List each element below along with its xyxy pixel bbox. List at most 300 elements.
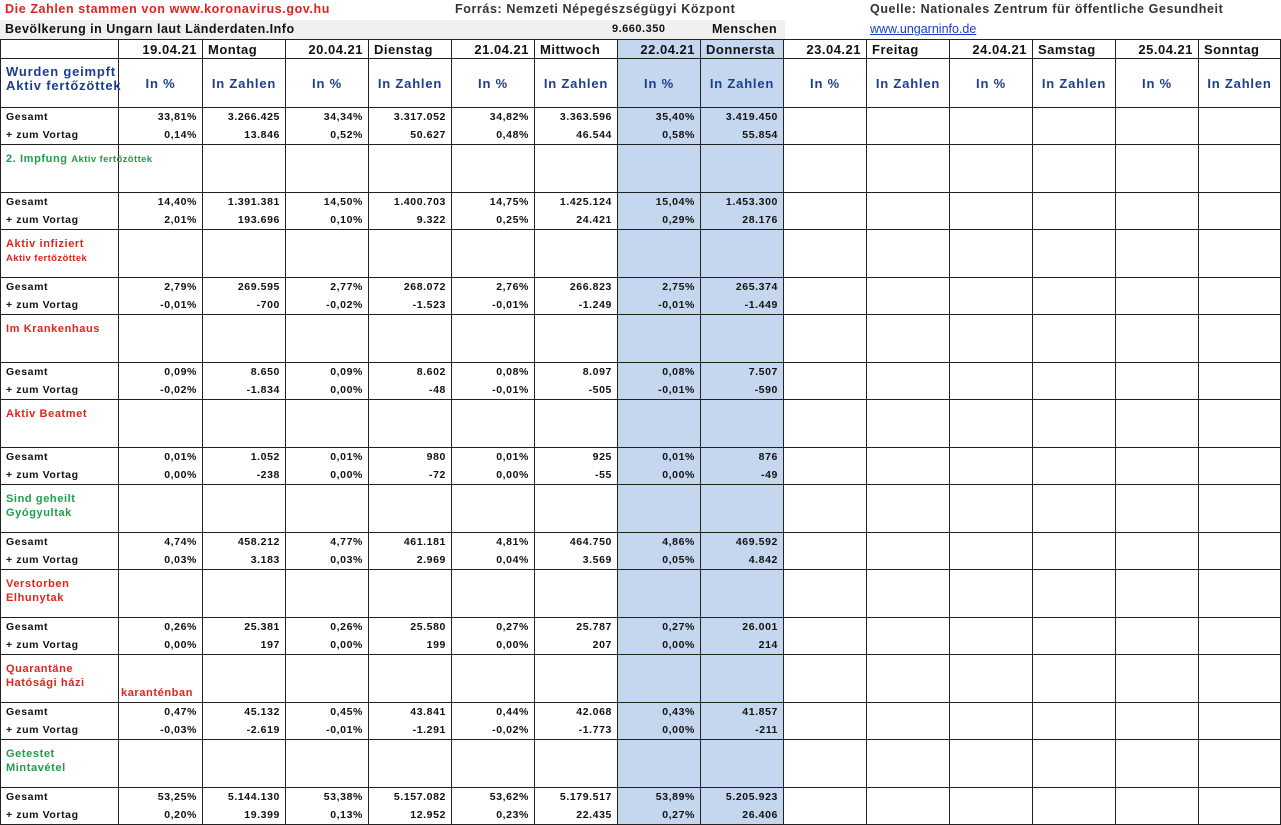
empty-cell <box>784 278 867 297</box>
empty-cell <box>286 740 369 788</box>
section-label <box>1 485 119 533</box>
count-value: 268.072 <box>369 278 452 297</box>
pct-value: -0,01% <box>452 296 535 315</box>
count-header: In Zahlen <box>369 59 452 108</box>
pct-value: 0,29% <box>618 211 701 230</box>
count-value: -238 <box>203 466 286 485</box>
pct-value: 0,26% <box>119 618 203 637</box>
section-title: Im Krankenhaus <box>6 323 100 335</box>
source-middle: Forrás: Nemzeti Népegészségügyi Központ <box>455 2 736 16</box>
empty-cell <box>286 655 369 703</box>
count-value: 4.842 <box>701 551 784 570</box>
empty-cell <box>784 618 867 637</box>
pct-value: 0,01% <box>119 448 203 467</box>
empty-cell <box>867 655 950 703</box>
empty-cell <box>867 533 950 552</box>
empty-cell <box>119 740 203 788</box>
pct-value: 0,00% <box>119 636 203 655</box>
section-row <box>1 230 1281 278</box>
change-row <box>1 721 1281 740</box>
section-title: Wurden geimpft <box>6 64 116 79</box>
empty-cell <box>452 315 535 363</box>
empty-cell <box>369 230 452 278</box>
count-value: 13.846 <box>203 126 286 145</box>
empty-cell <box>452 400 535 448</box>
count-value: 1.453.300 <box>701 193 784 212</box>
count-value: 1.391.381 <box>203 193 286 212</box>
count-value: 2.969 <box>369 551 452 570</box>
count-value: 25.381 <box>203 618 286 637</box>
empty-cell <box>867 296 950 315</box>
empty-cell <box>1116 193 1199 212</box>
pct-value: 0,00% <box>452 466 535 485</box>
pct-value: 0,05% <box>618 551 701 570</box>
source-bar <box>0 0 1280 20</box>
count-value: -2.619 <box>203 721 286 740</box>
count-header: In Zahlen <box>203 59 286 108</box>
pct-value: -0,03% <box>119 721 203 740</box>
subheader-row <box>1 59 1281 108</box>
empty-cell <box>1199 193 1281 212</box>
empty-cell <box>784 721 867 740</box>
pct-value: -0,02% <box>119 381 203 400</box>
empty-cell <box>1116 740 1199 788</box>
empty-cell <box>286 230 369 278</box>
website-link[interactable]: www.ungarninfo.de <box>870 22 977 36</box>
empty-cell <box>784 466 867 485</box>
empty-cell <box>1033 533 1116 552</box>
change-row <box>1 126 1281 145</box>
count-value: 876 <box>701 448 784 467</box>
empty-cell <box>1199 363 1281 382</box>
empty-cell <box>950 315 1033 363</box>
empty-cell <box>1199 485 1281 533</box>
count-value: 7.507 <box>701 363 784 382</box>
date-cell: 19.04.21 <box>119 40 203 59</box>
row-label: Gesamt <box>1 788 119 807</box>
empty-cell <box>950 126 1033 145</box>
empty-cell <box>535 145 618 193</box>
empty-cell <box>1033 400 1116 448</box>
count-value: 46.544 <box>535 126 618 145</box>
count-value: 24.421 <box>535 211 618 230</box>
empty-cell <box>1116 381 1199 400</box>
count-value: 1.425.124 <box>535 193 618 212</box>
total-row <box>1 533 1281 552</box>
empty-cell <box>1033 278 1116 297</box>
empty-cell <box>203 485 286 533</box>
weekday-cell: Donnersta <box>701 40 784 59</box>
count-value: -49 <box>701 466 784 485</box>
count-value: 25.580 <box>369 618 452 637</box>
section-row <box>1 145 1281 193</box>
section-subtitle: Gyógyultak <box>6 507 72 519</box>
pct-value: 53,25% <box>119 788 203 807</box>
pct-value: 2,75% <box>618 278 701 297</box>
empty-cell <box>1116 703 1199 722</box>
count-value: 25.787 <box>535 618 618 637</box>
count-value: 207 <box>535 636 618 655</box>
empty-cell <box>1199 551 1281 570</box>
empty-cell <box>1199 721 1281 740</box>
empty-cell <box>1033 788 1116 807</box>
weekday-cell: Dienstag <box>369 40 452 59</box>
pct-value: 14,40% <box>119 193 203 212</box>
empty-cell <box>784 108 867 127</box>
empty-cell <box>1033 448 1116 467</box>
empty-cell <box>1199 740 1281 788</box>
empty-cell <box>1116 618 1199 637</box>
pct-value: 0,08% <box>618 363 701 382</box>
pct-header: In % <box>784 59 867 108</box>
total-row <box>1 278 1281 297</box>
empty-cell <box>701 655 784 703</box>
empty-cell <box>784 145 867 193</box>
weekday-cell: Sonntag <box>1199 40 1281 59</box>
count-value: 45.132 <box>203 703 286 722</box>
pct-value: 0,03% <box>286 551 369 570</box>
count-value: -590 <box>701 381 784 400</box>
empty-cell <box>950 193 1033 212</box>
count-value: 43.841 <box>369 703 452 722</box>
total-row <box>1 788 1281 807</box>
row-label: Gesamt <box>1 278 119 297</box>
count-value: 41.857 <box>701 703 784 722</box>
empty-cell <box>950 381 1033 400</box>
empty-cell <box>119 400 203 448</box>
empty-cell <box>867 315 950 363</box>
count-value: 269.595 <box>203 278 286 297</box>
empty-cell <box>867 788 950 807</box>
pct-value: 0,01% <box>452 448 535 467</box>
empty-cell <box>452 570 535 618</box>
pct-value: 0,04% <box>452 551 535 570</box>
empty-cell <box>1199 466 1281 485</box>
empty-cell <box>1033 381 1116 400</box>
section-title: Quarantäne <box>6 663 74 675</box>
total-row <box>1 108 1281 127</box>
section-label <box>1 315 119 363</box>
change-row <box>1 806 1281 825</box>
empty-cell <box>1033 806 1116 825</box>
count-value: 199 <box>369 636 452 655</box>
empty-cell <box>784 363 867 382</box>
empty-cell <box>1116 806 1199 825</box>
pct-value: 0,00% <box>618 636 701 655</box>
pct-value: 0,43% <box>618 703 701 722</box>
empty-cell <box>535 570 618 618</box>
empty-cell <box>701 570 784 618</box>
pct-value: 0,09% <box>286 363 369 382</box>
empty-cell <box>1199 618 1281 637</box>
count-value: 26.406 <box>701 806 784 825</box>
count-value: 50.627 <box>369 126 452 145</box>
empty-cell <box>203 570 286 618</box>
empty-cell <box>701 145 784 193</box>
pct-value: 34,82% <box>452 108 535 127</box>
empty-cell <box>950 211 1033 230</box>
empty-cell <box>1116 485 1199 533</box>
total-row <box>1 193 1281 212</box>
population-bar <box>0 20 785 39</box>
pct-value: 35,40% <box>618 108 701 127</box>
pct-value: 0,00% <box>452 636 535 655</box>
section-label <box>1 740 119 788</box>
section-row <box>1 655 1281 703</box>
count-value: -55 <box>535 466 618 485</box>
empty-cell <box>1199 400 1281 448</box>
pct-value: 4,86% <box>618 533 701 552</box>
empty-cell <box>1116 296 1199 315</box>
change-row <box>1 296 1281 315</box>
empty-cell <box>784 126 867 145</box>
empty-cell <box>618 230 701 278</box>
empty-cell <box>784 315 867 363</box>
empty-cell <box>784 533 867 552</box>
empty-cell <box>784 230 867 278</box>
empty-cell <box>119 570 203 618</box>
empty-cell <box>535 400 618 448</box>
pct-value: 0,00% <box>286 381 369 400</box>
pct-value: 0,47% <box>119 703 203 722</box>
pct-header: In % <box>452 59 535 108</box>
count-value: 5.179.517 <box>535 788 618 807</box>
count-header: In Zahlen <box>867 59 950 108</box>
count-value: -48 <box>369 381 452 400</box>
count-value: 8.650 <box>203 363 286 382</box>
pct-value: 2,77% <box>286 278 369 297</box>
empty-cell <box>950 618 1033 637</box>
pct-value: -0,02% <box>452 721 535 740</box>
empty-cell <box>1199 381 1281 400</box>
pct-value: 0,09% <box>119 363 203 382</box>
empty-cell <box>867 230 950 278</box>
empty-cell <box>369 570 452 618</box>
pct-value: 4,74% <box>119 533 203 552</box>
empty-cell <box>618 145 701 193</box>
empty-cell <box>452 655 535 703</box>
empty-cell <box>203 740 286 788</box>
row-label: + zum Vortag <box>1 381 119 400</box>
empty-cell <box>784 806 867 825</box>
pct-value: 0,00% <box>286 636 369 655</box>
section-subtitle: Aktiv fertőzöttek <box>6 78 122 93</box>
total-row <box>1 703 1281 722</box>
empty-cell <box>452 230 535 278</box>
pct-value: 14,50% <box>286 193 369 212</box>
change-row <box>1 466 1281 485</box>
count-value: 3.183 <box>203 551 286 570</box>
count-value: 26.001 <box>701 618 784 637</box>
weekday-cell: Mittwoch <box>535 40 618 59</box>
count-value: 3.569 <box>535 551 618 570</box>
empty-cell <box>286 570 369 618</box>
empty-cell <box>950 570 1033 618</box>
section-subtitle: Elhunytak <box>6 592 64 604</box>
section-title: Aktiv Beatmet <box>6 408 88 420</box>
section-title: Sind geheilt <box>6 493 76 505</box>
empty-cell <box>1033 193 1116 212</box>
count-value: -700 <box>203 296 286 315</box>
empty-cell <box>1116 721 1199 740</box>
pct-header: In % <box>1116 59 1199 108</box>
count-value: 214 <box>701 636 784 655</box>
empty-cell <box>203 145 286 193</box>
count-value: -72 <box>369 466 452 485</box>
pct-value: 2,01% <box>119 211 203 230</box>
empty-cell <box>784 570 867 618</box>
corner-cell <box>1 40 119 59</box>
date-header-row <box>1 40 1281 59</box>
empty-cell <box>1116 551 1199 570</box>
pct-value: 2,76% <box>452 278 535 297</box>
empty-cell <box>867 618 950 637</box>
empty-cell <box>203 315 286 363</box>
section-subtitle: Aktiv fertőzöttek <box>6 253 88 264</box>
row-label: Gesamt <box>1 363 119 382</box>
empty-cell <box>1033 363 1116 382</box>
pct-value: 0,25% <box>452 211 535 230</box>
count-value: 3.266.425 <box>203 108 286 127</box>
empty-cell <box>1199 145 1281 193</box>
pct-value: 53,38% <box>286 788 369 807</box>
count-value: 9.322 <box>369 211 452 230</box>
empty-cell <box>1116 278 1199 297</box>
empty-cell <box>535 485 618 533</box>
count-value: -1.834 <box>203 381 286 400</box>
empty-cell <box>1199 315 1281 363</box>
empty-cell <box>950 703 1033 722</box>
empty-cell <box>618 315 701 363</box>
pct-value: 15,04% <box>618 193 701 212</box>
row-label: + zum Vortag <box>1 466 119 485</box>
pct-header: In % <box>119 59 203 108</box>
pct-value: 0,27% <box>452 618 535 637</box>
empty-cell <box>867 211 950 230</box>
empty-cell <box>950 278 1033 297</box>
pct-value: -0,01% <box>618 381 701 400</box>
pct-value: 0,23% <box>452 806 535 825</box>
pct-value: 53,62% <box>452 788 535 807</box>
count-value: 265.374 <box>701 278 784 297</box>
empty-cell <box>784 296 867 315</box>
empty-cell <box>369 315 452 363</box>
pct-value: 0,44% <box>452 703 535 722</box>
pct-value: 2,79% <box>119 278 203 297</box>
row-label: Gesamt <box>1 448 119 467</box>
empty-cell <box>1116 145 1199 193</box>
empty-cell <box>950 636 1033 655</box>
empty-cell <box>950 551 1033 570</box>
date-cell: 20.04.21 <box>286 40 369 59</box>
count-value: 266.823 <box>535 278 618 297</box>
pct-value: 0,10% <box>286 211 369 230</box>
total-row <box>1 618 1281 637</box>
pct-header: In % <box>286 59 369 108</box>
empty-cell <box>867 636 950 655</box>
empty-cell <box>369 740 452 788</box>
count-value: 12.952 <box>369 806 452 825</box>
empty-cell <box>1199 278 1281 297</box>
empty-cell <box>1199 636 1281 655</box>
count-value: 461.181 <box>369 533 452 552</box>
empty-cell <box>867 570 950 618</box>
empty-cell <box>867 193 950 212</box>
count-value: -211 <box>701 721 784 740</box>
empty-cell <box>1116 466 1199 485</box>
pct-value: 0,08% <box>452 363 535 382</box>
population-label: Bevölkerung in Ungarn laut Länderdaten.Info <box>5 22 295 36</box>
count-value: 1.052 <box>203 448 286 467</box>
empty-cell <box>1199 448 1281 467</box>
pct-value: 0,00% <box>618 466 701 485</box>
count-value: 464.750 <box>535 533 618 552</box>
empty-cell <box>784 448 867 467</box>
count-value: 458.212 <box>203 533 286 552</box>
count-value: 469.592 <box>701 533 784 552</box>
empty-cell <box>1199 703 1281 722</box>
empty-cell <box>784 211 867 230</box>
empty-cell <box>1033 570 1116 618</box>
empty-cell <box>1116 211 1199 230</box>
empty-cell <box>1116 570 1199 618</box>
pct-value: 34,34% <box>286 108 369 127</box>
pct-value: -0,02% <box>286 296 369 315</box>
empty-cell <box>119 485 203 533</box>
empty-cell <box>784 636 867 655</box>
empty-cell <box>1033 636 1116 655</box>
count-value: 925 <box>535 448 618 467</box>
count-value: 28.176 <box>701 211 784 230</box>
empty-cell <box>286 315 369 363</box>
empty-cell <box>950 448 1033 467</box>
empty-cell <box>701 400 784 448</box>
empty-cell <box>1116 636 1199 655</box>
pct-value: -0,01% <box>119 296 203 315</box>
empty-cell <box>286 400 369 448</box>
change-row <box>1 636 1281 655</box>
empty-cell <box>1116 400 1199 448</box>
section-note: karanténban <box>119 655 203 703</box>
empty-cell <box>784 551 867 570</box>
count-value: 3.363.596 <box>535 108 618 127</box>
pct-value: 0,26% <box>286 618 369 637</box>
section-subtitle: Hatósági házi <box>6 677 85 689</box>
empty-cell <box>950 485 1033 533</box>
empty-cell <box>1199 296 1281 315</box>
empty-cell <box>203 400 286 448</box>
count-value: -505 <box>535 381 618 400</box>
empty-cell <box>950 400 1033 448</box>
empty-cell <box>867 363 950 382</box>
pct-value: 0,01% <box>286 448 369 467</box>
empty-cell <box>1033 703 1116 722</box>
empty-cell <box>1116 230 1199 278</box>
pct-value: 0,03% <box>119 551 203 570</box>
section-label <box>1 655 119 703</box>
row-label: + zum Vortag <box>1 296 119 315</box>
empty-cell <box>950 145 1033 193</box>
empty-cell <box>701 230 784 278</box>
empty-cell <box>618 570 701 618</box>
empty-cell <box>203 230 286 278</box>
empty-cell <box>867 400 950 448</box>
section-row <box>1 570 1281 618</box>
pct-value: 0,58% <box>618 126 701 145</box>
section-label <box>1 59 122 108</box>
date-cell: 24.04.21 <box>950 40 1033 59</box>
empty-cell <box>1116 448 1199 467</box>
